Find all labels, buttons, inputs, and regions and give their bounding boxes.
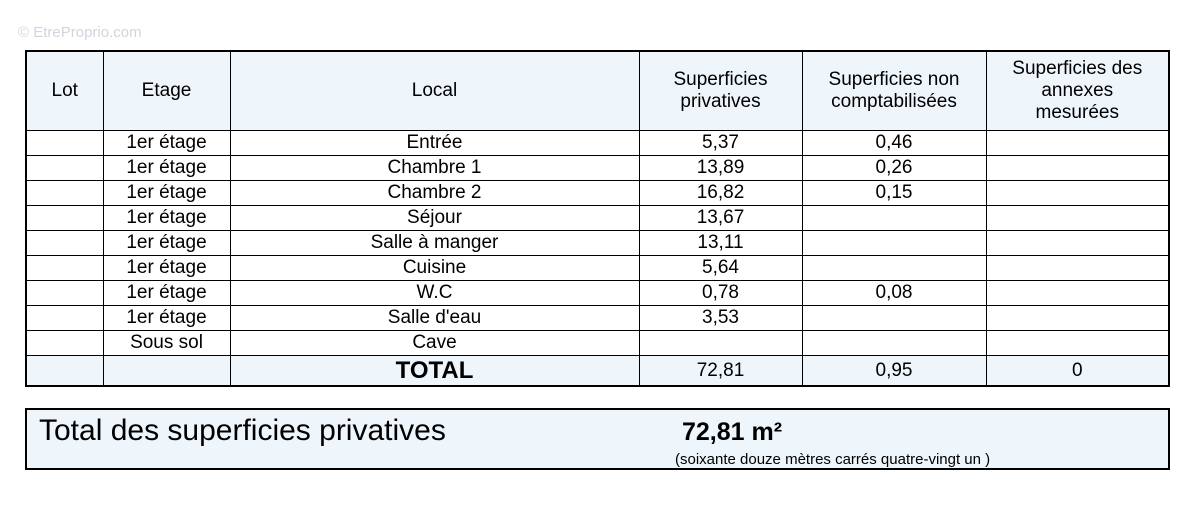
total-non-comptabilisees: 0,95 [802,356,986,387]
cell-local: Cuisine [230,256,639,281]
header-local: Local [230,51,639,131]
cell-annexes [986,131,1169,156]
summary-label: Total des superficies privatives [39,414,446,447]
header-annexes [986,51,1169,131]
cell-etage: 1er étage [103,206,230,231]
header-lot: Lot [26,51,103,131]
cell-etage: 1er étage [103,156,230,181]
total-cell-lot [26,356,103,387]
cell-annexes [986,306,1169,331]
cell-privatives: 0,78 [639,281,802,306]
cell-annexes [986,206,1169,231]
cell-etage: 1er étage [103,231,230,256]
cell-non-comptabilisees [802,306,986,331]
table-row [26,256,1169,281]
cell-etage: 1er étage [103,256,230,281]
cell-local: Chambre 2 [230,181,639,206]
summary-box [25,408,1170,470]
cell-lot [26,131,103,156]
cell-lot [26,181,103,206]
surface-table [25,50,1170,387]
total-annexes: 0 [986,356,1169,387]
cell-annexes [986,231,1169,256]
table-row [26,331,1169,356]
total-privatives: 72,81 [639,356,802,387]
header-privatives [639,51,802,131]
header-annexes-line: annexes [1041,80,1114,101]
table-row [26,281,1169,306]
summary-value-in-words: (soixante douze mètres carrés quatre-vingt un ) [675,451,991,468]
cell-local: Salle d'eau [230,306,639,331]
header-non-comptabilisees [802,51,986,131]
cell-local: W.C [230,281,639,306]
watermark: © EtreProprio.com [18,24,142,41]
cell-privatives: 16,82 [639,181,802,206]
cell-lot [26,256,103,281]
cell-privatives: 3,53 [639,306,802,331]
cell-lot [26,281,103,306]
header-row [26,51,1169,131]
header-annexes-line: Superficies des [1012,58,1143,79]
cell-lot [26,331,103,356]
cell-privatives: 13,89 [639,156,802,181]
header-non-comptabilisees-line: comptabilisées [831,91,957,112]
cell-non-comptabilisees [802,231,986,256]
header-non-comptabilisees-line: Superficies non [828,69,960,90]
cell-privatives [639,331,802,356]
cell-lot [26,231,103,256]
table-row [26,181,1169,206]
cell-annexes [986,181,1169,206]
cell-non-comptabilisees: 0,46 [802,131,986,156]
cell-annexes [986,281,1169,306]
total-row [26,356,1169,387]
cell-non-comptabilisees: 0,08 [802,281,986,306]
cell-local: Entrée [230,131,639,156]
summary-value: 72,81 m² [682,418,783,446]
cell-local: Cave [230,331,639,356]
cell-privatives: 5,64 [639,256,802,281]
cell-annexes [986,256,1169,281]
table-row [26,231,1169,256]
table-row [26,306,1169,331]
cell-non-comptabilisees: 0,26 [802,156,986,181]
table-row [26,156,1169,181]
cell-etage: Sous sol [103,331,230,356]
cell-annexes [986,331,1169,356]
cell-local: Chambre 1 [230,156,639,181]
header-annexes-line: mesurées [1035,102,1119,123]
cell-non-comptabilisees [802,256,986,281]
cell-annexes [986,156,1169,181]
total-label: TOTAL [230,356,639,387]
cell-etage: 1er étage [103,181,230,206]
cell-non-comptabilisees [802,331,986,356]
cell-etage: 1er étage [103,281,230,306]
header-privatives-line: privatives [680,91,761,112]
cell-local: Salle à manger [230,231,639,256]
cell-lot [26,156,103,181]
cell-etage: 1er étage [103,306,230,331]
table-row [26,131,1169,156]
total-cell-etage [103,356,230,387]
cell-privatives: 5,37 [639,131,802,156]
header-privatives-line: Superficies [673,69,768,90]
cell-privatives: 13,67 [639,206,802,231]
cell-non-comptabilisees [802,206,986,231]
cell-non-comptabilisees: 0,15 [802,181,986,206]
cell-privatives: 13,11 [639,231,802,256]
header-etage: Etage [103,51,230,131]
cell-etage: 1er étage [103,131,230,156]
cell-local: Séjour [230,206,639,231]
cell-lot [26,306,103,331]
cell-lot [26,206,103,231]
table-row [26,206,1169,231]
